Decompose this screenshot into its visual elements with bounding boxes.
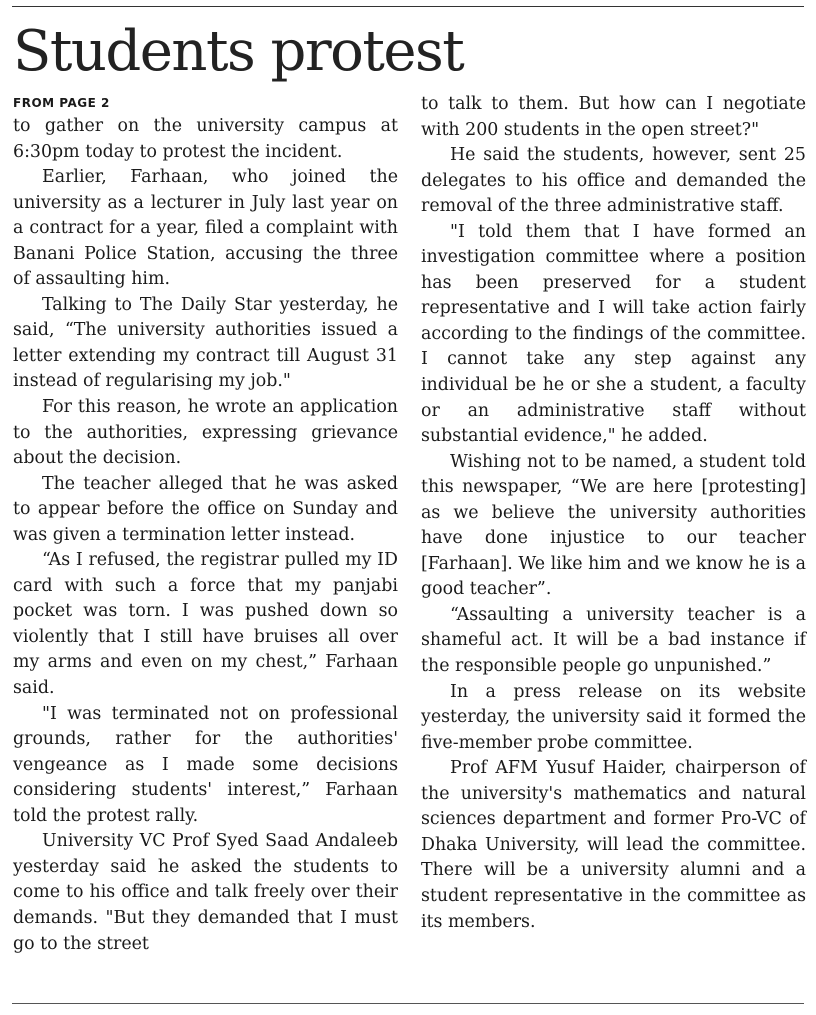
paragraph: For this reason, he wrote an application to the authorities, expressing grievance about the decision. (13, 397, 398, 469)
paragraph: Earlier, Farhaan, who joined the university as a lecturer in July last year on a contract for a year, filed a complaint with Banani Police Station, accusing the three of assaulting him. (13, 167, 398, 290)
headline: Students protest (13, 19, 464, 84)
paragraph: Prof AFM Yusuf Haider, chairperson of the university's mathematics and natural sciences department and former Pro-VC of Dhaka University, will lead the committee. There will be a university alumni and a student representative in the committee as its members. (421, 758, 806, 932)
paragraph: "I was terminated not on professional grounds, rather for the authorities' vengeance as I made some decisions considering students' interest,” Farhaan told the protest rally. (13, 703, 398, 826)
paragraph: Talking to The Daily Star yesterday, he said, “The university authorities issued a letter extending my contract till August 31 instead of regularising my job." (13, 294, 398, 392)
right-column (421, 92, 806, 935)
paragraph: “Assaulting a university teacher is a shameful act. It will be a bad instance if the responsible people go unpunished.” (421, 604, 806, 677)
paragraph: to talk to them. But how can I negotiate with 200 students in the open street?" (421, 94, 806, 140)
paragraph: Wishing not to be named, a student told this newspaper, “We are here [protesting] as we believe the university authorities have done injustice to our teacher [Farhaan]. We like him and we know he is a good teacher”. (421, 451, 806, 600)
paragraph: In a press release on its website yesterday, the university said it formed the five-member probe committee. (421, 681, 806, 753)
bottom-rule (12, 1003, 804, 1004)
paragraph: The teacher alleged that he was asked to appear before the office on Sunday and was given a termination letter instead. (13, 473, 398, 545)
paragraph: He said the students, however, sent 25 delegates to his office and demanded the removal of the three administrative staff. (421, 145, 806, 217)
paragraph: “As I refused, the registrar pulled my ID card with such a force that my panjabi pocket was torn. I was pushed down so violently that I still have bruises all over my arms and even on my chest,” Farhaan said. (13, 550, 398, 699)
paragraph: "I told them that I have formed an investigation committee where a position has been preserved for a student representative and I will take action fairly according to the findings of the committee. I cannot take any step against any individual be he or she a student, a faculty or an administrative staff without substantial evidence," he added. (421, 221, 806, 447)
paragraph: University VC Prof Syed Saad Andaleeb yesterday said he asked the students to come to his office and talk freely over their demands. "But they demanded that I must go to the street (13, 831, 398, 954)
paragraph: to gather on the university campus at 6:30pm today to protest the incident. (13, 116, 398, 162)
top-rule (12, 6, 804, 7)
kicker: FROM PAGE 2 (13, 96, 110, 110)
left-column (13, 92, 398, 957)
